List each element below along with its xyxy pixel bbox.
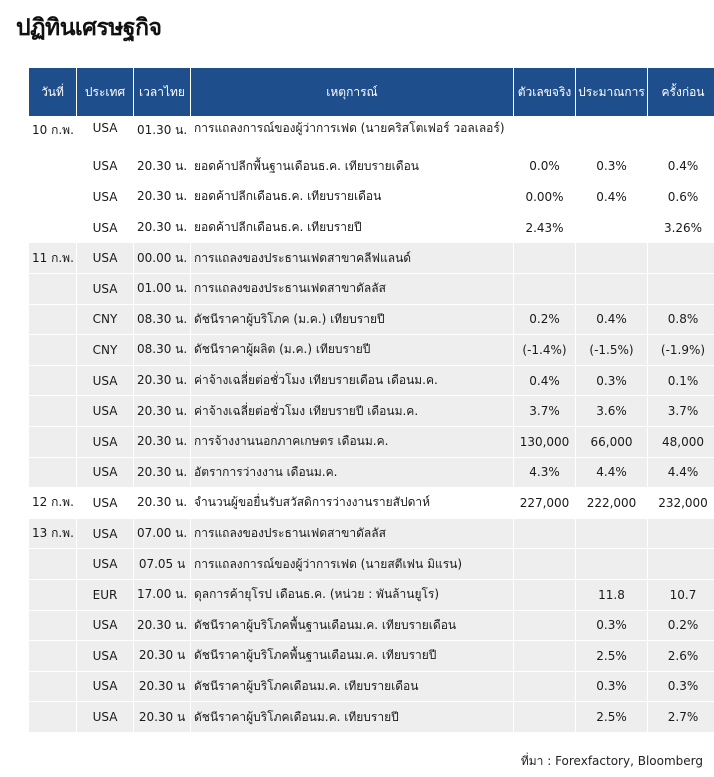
table-row bbox=[29, 152, 714, 183]
event-actual bbox=[514, 672, 576, 703]
event-forecast: 2.5% bbox=[576, 641, 648, 672]
table-row bbox=[29, 274, 714, 305]
event-name: ค่าจ้างเฉลี่ยต่อชั่วโมง เทียบรายเดือน เดือนม.ค. bbox=[191, 366, 514, 397]
event-actual bbox=[514, 702, 576, 733]
event-previous: 0.8% bbox=[648, 305, 714, 336]
event-actual bbox=[514, 243, 576, 274]
table-row bbox=[29, 182, 714, 213]
event-forecast: 0.3% bbox=[576, 366, 648, 397]
event-forecast: (-1.5%) bbox=[576, 335, 648, 366]
event-previous: 10.7 bbox=[648, 580, 714, 611]
event-name: การแถลงการณ์ของผู้ว่าการเฟด (นายคริสโตเฟอร์ วอลเลอร์) bbox=[191, 116, 514, 152]
event-country: USA bbox=[77, 488, 134, 519]
table-body bbox=[29, 116, 714, 733]
event-forecast: 0.4% bbox=[576, 182, 648, 213]
event-actual bbox=[514, 641, 576, 672]
event-time: 01.30 น. bbox=[134, 116, 191, 152]
table-row bbox=[29, 611, 714, 642]
event-date: 12 ก.พ. bbox=[29, 488, 77, 519]
table-row bbox=[29, 305, 714, 336]
event-previous bbox=[648, 116, 714, 152]
event-country: USA bbox=[77, 641, 134, 672]
event-actual: 0.0% bbox=[514, 152, 576, 183]
event-name: การจ้างงานนอกภาคเกษตร เดือนม.ค. bbox=[191, 427, 514, 458]
header-event: เหตุการณ์ bbox=[191, 68, 514, 116]
event-date bbox=[29, 580, 77, 611]
event-country: USA bbox=[77, 243, 134, 274]
event-previous: 48,000 bbox=[648, 427, 714, 458]
event-date bbox=[29, 366, 77, 397]
event-name: ดัชนีราคาผู้บริโภคพื้นฐานเดือนม.ค. เทียบรายปี bbox=[191, 641, 514, 672]
table-row bbox=[29, 213, 714, 244]
event-date: 11 ก.พ. bbox=[29, 243, 77, 274]
event-forecast bbox=[576, 549, 648, 580]
event-actual: 227,000 bbox=[514, 488, 576, 519]
event-date bbox=[29, 672, 77, 703]
event-previous bbox=[648, 519, 714, 550]
event-time: 20.30 น. bbox=[134, 366, 191, 397]
event-name: ดัชนีราคาผู้บริโภคเดือนม.ค. เทียบรายปี bbox=[191, 702, 514, 733]
event-country: USA bbox=[77, 396, 134, 427]
table-row bbox=[29, 580, 714, 611]
event-actual: 0.00% bbox=[514, 182, 576, 213]
header-date: วันที่ bbox=[29, 68, 77, 116]
event-forecast: 11.8 bbox=[576, 580, 648, 611]
page-title: ปฏิทินเศรษฐกิจ bbox=[16, 15, 162, 41]
event-previous: 2.6% bbox=[648, 641, 714, 672]
table-row bbox=[29, 672, 714, 703]
event-name: ดัชนีราคาผู้บริโภค (ม.ค.) เทียบรายปี bbox=[191, 305, 514, 336]
event-name: การแถลงการณ์ของผู้ว่าการเฟด (นายสตีเฟน มิแรน) bbox=[191, 549, 514, 580]
event-name: ยอดค้าปลีกเดือนธ.ค. เทียบรายปี bbox=[191, 213, 514, 244]
event-date bbox=[29, 702, 77, 733]
table-row bbox=[29, 519, 714, 550]
event-forecast: 4.4% bbox=[576, 458, 648, 489]
event-time: 17.00 น. bbox=[134, 580, 191, 611]
event-previous: 0.2% bbox=[648, 611, 714, 642]
event-forecast: 3.6% bbox=[576, 396, 648, 427]
event-actual bbox=[514, 580, 576, 611]
event-time: 01.00 น. bbox=[134, 274, 191, 305]
economic-calendar-table bbox=[29, 68, 714, 733]
table-row bbox=[29, 488, 714, 519]
event-forecast bbox=[576, 116, 648, 152]
event-country: CNY bbox=[77, 305, 134, 336]
header-time: เวลาไทย bbox=[134, 68, 191, 116]
event-time: 20.30 น. bbox=[134, 458, 191, 489]
event-forecast bbox=[576, 519, 648, 550]
event-actual: 3.7% bbox=[514, 396, 576, 427]
event-actual: 0.4% bbox=[514, 366, 576, 397]
header-actual: ตัวเลขจริง bbox=[514, 68, 576, 116]
event-forecast: 66,000 bbox=[576, 427, 648, 458]
event-date bbox=[29, 427, 77, 458]
event-previous: 0.6% bbox=[648, 182, 714, 213]
table-row bbox=[29, 116, 714, 152]
event-country: USA bbox=[77, 182, 134, 213]
event-time: 20.30 น. bbox=[134, 396, 191, 427]
event-date bbox=[29, 182, 77, 213]
event-name: การแถลงของประธานเฟดสาขาดัลลัส bbox=[191, 519, 514, 550]
event-name: ดุลการค้ายุโรป เดือนธ.ค. (หน่วย : พันล้านยูโร) bbox=[191, 580, 514, 611]
table-row bbox=[29, 641, 714, 672]
event-actual: 2.43% bbox=[514, 213, 576, 244]
event-date: 10 ก.พ. bbox=[29, 116, 77, 152]
event-forecast bbox=[576, 274, 648, 305]
event-name: ดัชนีราคาผู้บริโภคเดือนม.ค. เทียบรายเดือน bbox=[191, 672, 514, 703]
event-actual: (-1.4%) bbox=[514, 335, 576, 366]
event-time: 20.30 น bbox=[134, 702, 191, 733]
event-country: CNY bbox=[77, 335, 134, 366]
event-previous: 0.3% bbox=[648, 672, 714, 703]
event-country: USA bbox=[77, 152, 134, 183]
event-country: USA bbox=[77, 366, 134, 397]
event-date: 13 ก.พ. bbox=[29, 519, 77, 550]
event-actual bbox=[514, 519, 576, 550]
table-row bbox=[29, 243, 714, 274]
event-country: USA bbox=[77, 213, 134, 244]
event-time: 00.00 น. bbox=[134, 243, 191, 274]
event-date bbox=[29, 152, 77, 183]
event-forecast: 0.3% bbox=[576, 152, 648, 183]
event-country: EUR bbox=[77, 580, 134, 611]
event-date bbox=[29, 611, 77, 642]
event-actual: 4.3% bbox=[514, 458, 576, 489]
event-country: USA bbox=[77, 611, 134, 642]
event-time: 20.30 น. bbox=[134, 152, 191, 183]
header-forecast: ประมาณการ bbox=[576, 68, 648, 116]
event-country: USA bbox=[77, 519, 134, 550]
event-previous bbox=[648, 274, 714, 305]
event-time: 20.30 น. bbox=[134, 213, 191, 244]
event-time: 20.30 น bbox=[134, 672, 191, 703]
event-time: 20.30 น. bbox=[134, 182, 191, 213]
event-name: อัตราการว่างงาน เดือนม.ค. bbox=[191, 458, 514, 489]
event-date bbox=[29, 335, 77, 366]
event-country: USA bbox=[77, 427, 134, 458]
header-country: ประเทศ bbox=[77, 68, 134, 116]
event-previous: 0.4% bbox=[648, 152, 714, 183]
event-date bbox=[29, 641, 77, 672]
event-date bbox=[29, 549, 77, 580]
event-country: USA bbox=[77, 274, 134, 305]
event-previous: 3.7% bbox=[648, 396, 714, 427]
table-row bbox=[29, 335, 714, 366]
event-date bbox=[29, 305, 77, 336]
event-time: 20.30 น. bbox=[134, 427, 191, 458]
event-name: ดัชนีราคาผู้ผลิต (ม.ค.) เทียบรายปี bbox=[191, 335, 514, 366]
event-time: 07.05 น bbox=[134, 549, 191, 580]
event-actual bbox=[514, 116, 576, 152]
table-header-row bbox=[29, 68, 714, 116]
event-time: 08.30 น. bbox=[134, 335, 191, 366]
event-date bbox=[29, 458, 77, 489]
event-forecast: 2.5% bbox=[576, 702, 648, 733]
event-forecast bbox=[576, 243, 648, 274]
table-row bbox=[29, 366, 714, 397]
event-time: 20.30 น bbox=[134, 641, 191, 672]
event-country: USA bbox=[77, 116, 134, 152]
event-previous bbox=[648, 243, 714, 274]
table-row bbox=[29, 427, 714, 458]
event-forecast: 0.3% bbox=[576, 611, 648, 642]
table-row bbox=[29, 702, 714, 733]
table-row bbox=[29, 549, 714, 580]
event-forecast bbox=[576, 213, 648, 244]
event-previous: 0.1% bbox=[648, 366, 714, 397]
event-time: 08.30 น. bbox=[134, 305, 191, 336]
event-previous: 2.7% bbox=[648, 702, 714, 733]
event-time: 20.30 น. bbox=[134, 611, 191, 642]
table-row bbox=[29, 396, 714, 427]
header-previous: ครั้งก่อน bbox=[648, 68, 714, 116]
event-country: USA bbox=[77, 458, 134, 489]
event-actual: 0.2% bbox=[514, 305, 576, 336]
source-note: ที่มา : Forexfactory, Bloomberg bbox=[520, 754, 703, 768]
event-forecast: 0.3% bbox=[576, 672, 648, 703]
event-previous: 4.4% bbox=[648, 458, 714, 489]
event-previous bbox=[648, 549, 714, 580]
event-country: USA bbox=[77, 702, 134, 733]
event-date bbox=[29, 213, 77, 244]
event-name: จำนวนผู้ขอยื่นรับสวัสดิการว่างงานรายสัปดาห์ bbox=[191, 488, 514, 519]
event-previous: (-1.9%) bbox=[648, 335, 714, 366]
event-country: USA bbox=[77, 549, 134, 580]
event-forecast: 222,000 bbox=[576, 488, 648, 519]
event-date bbox=[29, 396, 77, 427]
event-name: ยอดค้าปลีกเดือนธ.ค. เทียบรายเดือน bbox=[191, 182, 514, 213]
event-date bbox=[29, 274, 77, 305]
table-row bbox=[29, 458, 714, 489]
event-actual bbox=[514, 611, 576, 642]
event-name: ค่าจ้างเฉลี่ยต่อชั่วโมง เทียบรายปี เดือนม.ค. bbox=[191, 396, 514, 427]
event-time: 20.30 น. bbox=[134, 488, 191, 519]
event-name: ยอดค้าปลีกพื้นฐานเดือนธ.ค. เทียบรายเดือน bbox=[191, 152, 514, 183]
event-country: USA bbox=[77, 672, 134, 703]
event-name: การแถลงของประธานเฟดสาขาดัลลัส bbox=[191, 274, 514, 305]
event-name: การแถลงของประธานเฟดสาขาคลีฟแลนด์ bbox=[191, 243, 514, 274]
event-name: ดัชนีราคาผู้บริโภคพื้นฐานเดือนม.ค. เทียบรายเดือน bbox=[191, 611, 514, 642]
event-forecast: 0.4% bbox=[576, 305, 648, 336]
event-time: 07.00 น. bbox=[134, 519, 191, 550]
event-actual: 130,000 bbox=[514, 427, 576, 458]
event-previous: 232,000 bbox=[648, 488, 714, 519]
event-actual bbox=[514, 274, 576, 305]
event-actual bbox=[514, 549, 576, 580]
event-previous: 3.26% bbox=[648, 213, 714, 244]
